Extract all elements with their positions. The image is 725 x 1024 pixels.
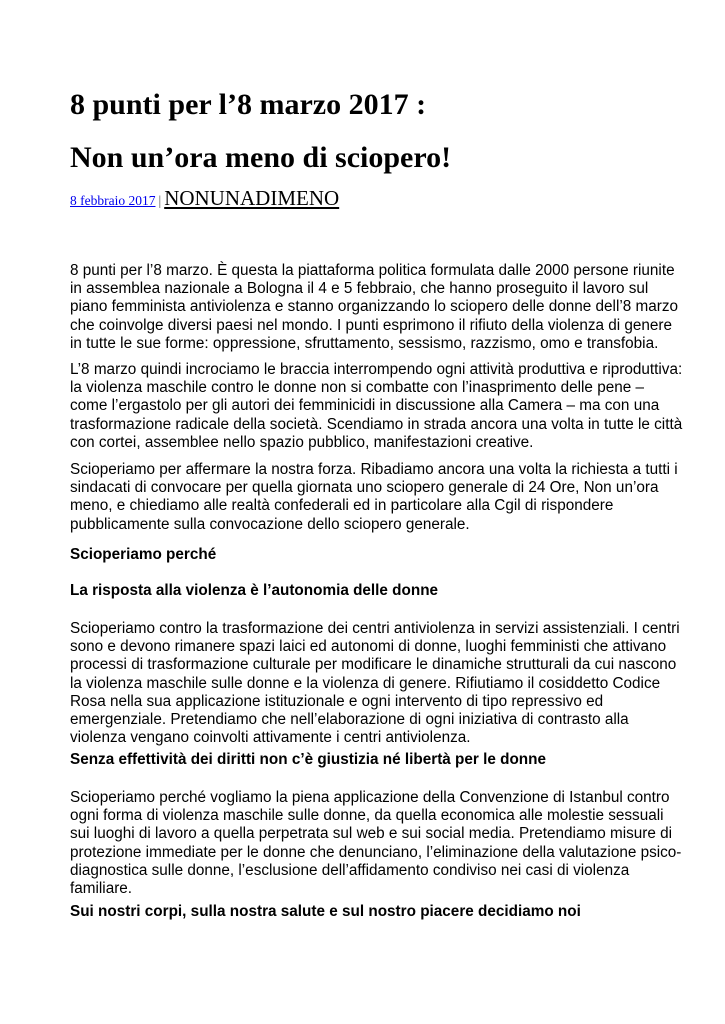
- text-line: trasformazione radicale della società. Scendiamo in strada ancora una volta in tutte le città: [70, 415, 683, 433]
- text-line: Scioperiamo contro la trasformazione dei centri antiviolenza in servizi assistenziali. I centri: [70, 620, 680, 637]
- text-line: come l’ergastolo per gli autori dei femminicidi in discussione alla Camera – ma con una: [70, 397, 660, 415]
- meta-separator: |: [158, 193, 162, 208]
- text-line: protezione immediate per le donne che denunciano, l’eliminazione della valutazione psico-: [70, 843, 682, 861]
- text-line: la violenza maschile sulle donne e la violenza di genere. Rifiutiamo il cosiddetto Codice: [70, 674, 661, 692]
- text-line: che coinvolge diversi paesi nel mondo. I punti esprimono il rifiuto della violenza di genere: [70, 316, 673, 334]
- paragraph-intro: [70, 262, 678, 353]
- text-line: con cortei, assemblee nello spazio pubblico, manifestazioni creative.: [70, 433, 534, 451]
- paragraph-centri-antiviolenza: [70, 620, 680, 747]
- text-line: 8 punti per l’8 marzo. È questa la piattaforma politica formulata dalle 2000 persone riunite: [70, 262, 675, 279]
- article-title-line1: 8 punti per l’8 marzo 2017 :: [70, 88, 427, 121]
- text-line: la violenza maschile contro le donne non si combatte con l’inasprimento delle pene –: [70, 379, 644, 397]
- text-line: emergenziale. Pretendiamo che nell’elaborazione di ogni iniziativa di contrasto alla: [70, 711, 629, 729]
- text-line: pubblicamente sulla convocazione dello sciopero generale.: [70, 515, 470, 533]
- text-line: processi di trasformazione culturale per modificare le dinamiche strutturali da cui nascono: [70, 656, 677, 674]
- text-line: sono e devono rimanere spazi laici ed autonomi di donne, luoghi femministi che attivano: [70, 638, 667, 656]
- text-line: sui luoghi di lavoro a quella perpetrata sul web e sui social media. Pretendiamo misure di: [70, 825, 673, 843]
- article-title-line2: Non un’ora meno di sciopero!: [70, 141, 452, 174]
- text-line: piano femminista antiviolenza e stanno organizzando lo sciopero delle donne dell’8 marzo: [70, 298, 678, 316]
- text-line: in tutte le sue forme: oppressione, sfruttamento, sessismo, razzismo, omo e transfobia.: [70, 334, 659, 352]
- paragraph-forza: [70, 461, 678, 534]
- heading-diritti: Senza effettività dei diritti non c’è giustizia né libertà per le donne: [70, 751, 546, 768]
- paragraph-8-marzo: [70, 361, 682, 452]
- heading-autonomia: La risposta alla violenza è l’autonomia delle donne: [70, 582, 439, 599]
- paragraph-convenzione-istanbul: [70, 789, 681, 898]
- text-line: meno, e chiediamo alle realtà confederali ed in particolare alla Cgil di rispondere: [70, 497, 614, 515]
- article-meta: [70, 188, 339, 209]
- heading-scioperiamo-perche: Scioperiamo perché: [70, 546, 217, 563]
- text-line: familiare.: [70, 880, 133, 898]
- heading-corpi: Sui nostri corpi, sulla nostra salute e sul nostro piacere decidiamo noi: [70, 903, 581, 920]
- text-line: diagnostica sulle donne, l’esclusione dell’affidamento condiviso nei casi di violenza: [70, 861, 630, 879]
- text-line: Rosa nella sua applicazione istituzionale e ogni intervento di tipo repressivo ed: [70, 692, 604, 710]
- author-link[interactable]: NONUNADIMENO: [164, 186, 340, 210]
- text-line: sindacati di convocare per quella giornata uno sciopero generale di 24 Ore, Non un’ora: [70, 479, 659, 497]
- text-line: in assemblea nazionale a Bologna il 4 e 5 febbraio, che hanno proseguito il lavoro sul: [70, 280, 649, 298]
- text-line: ogni forma di violenza maschile sulle donne, da quella economica alle molestie sessuali: [70, 807, 664, 825]
- text-line: L’8 marzo quindi incrociamo le braccia interrompendo ogni attività produttiva e riproduttiva:: [70, 361, 683, 378]
- text-line: Scioperiamo per affermare la nostra forza. Ribadiamo ancora una volta la richiesta a tutti i: [70, 461, 678, 478]
- text-line: violenza vengano coinvolti attivamente i centri antiviolenza.: [70, 729, 471, 747]
- text-line: Scioperiamo perché vogliamo la piena applicazione della Convenzione di Istanbul contro: [70, 789, 670, 806]
- date-link[interactable]: 8 febbraio 2017: [70, 193, 156, 208]
